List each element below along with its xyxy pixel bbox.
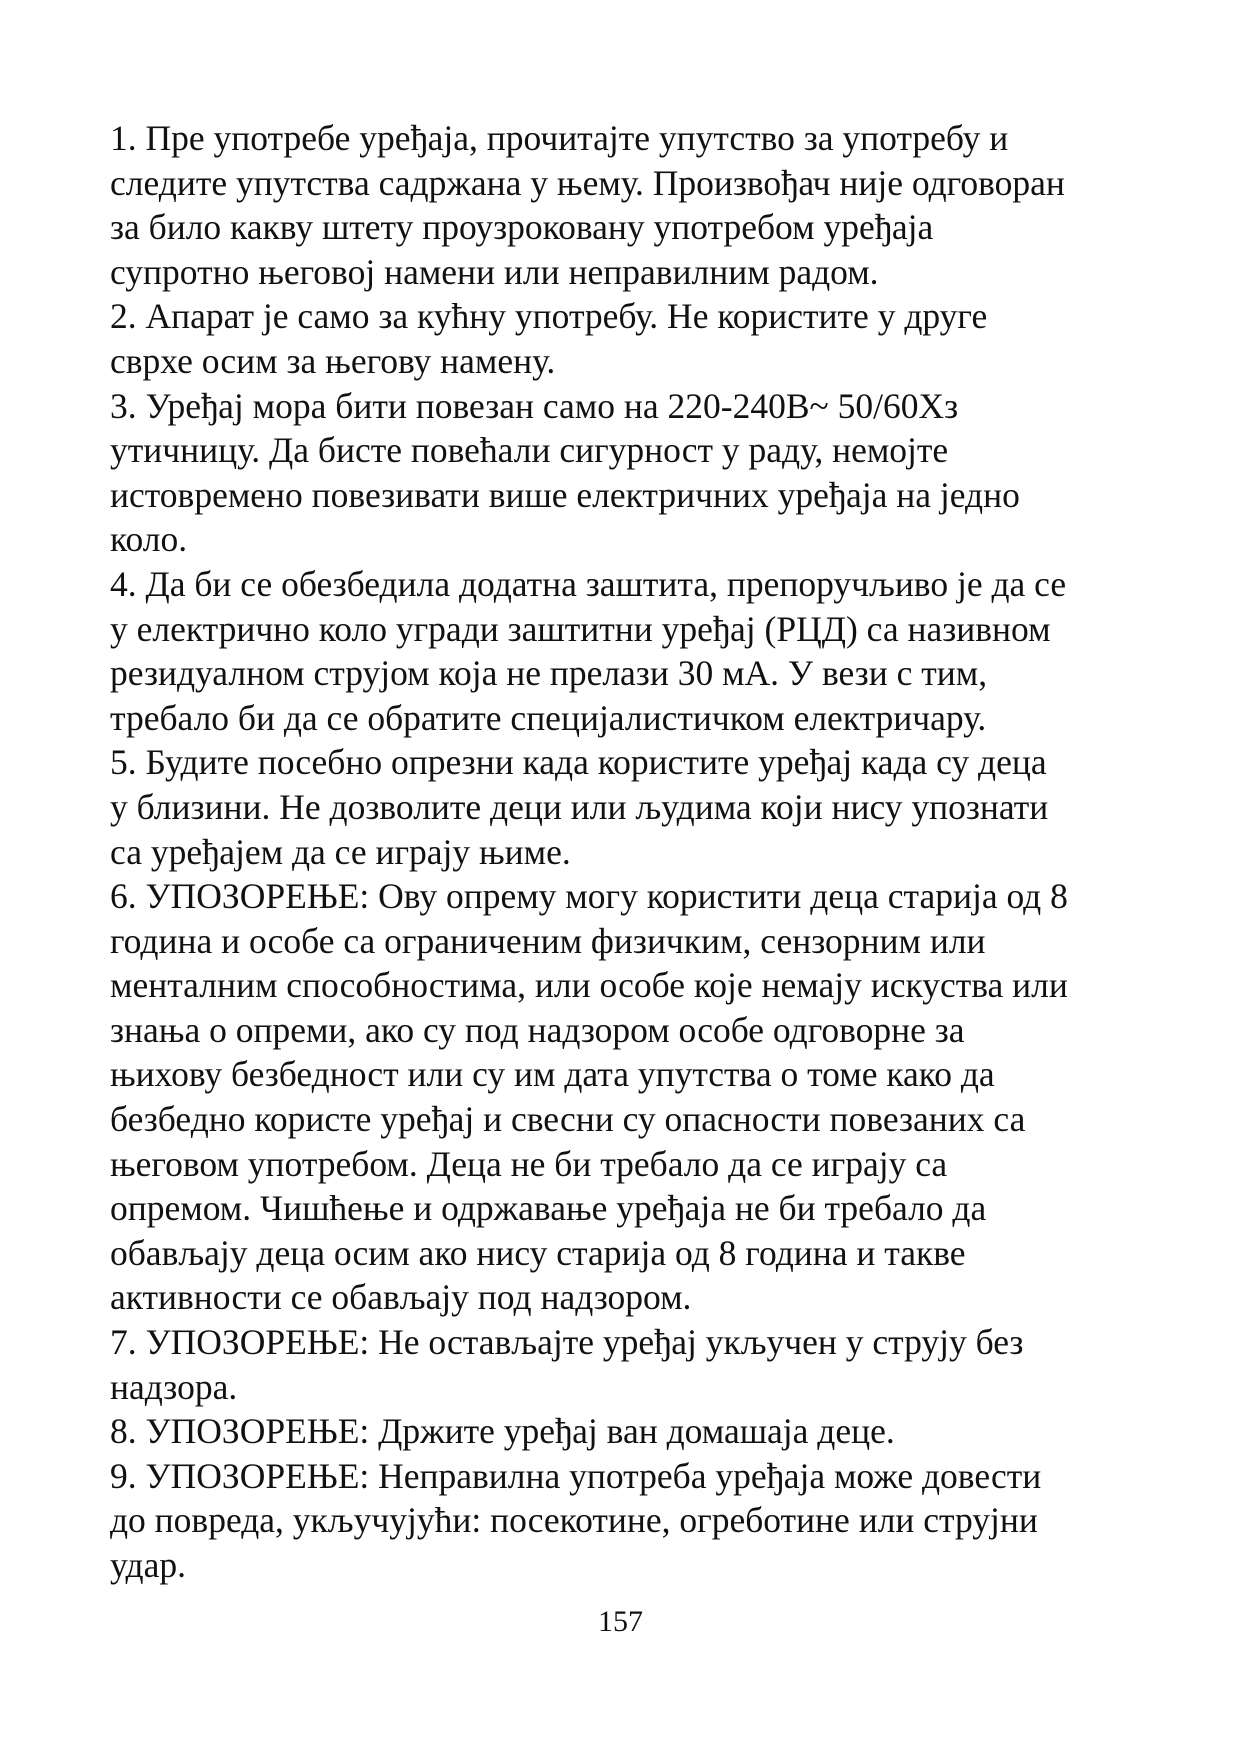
text-line: резидуалном струјом која не прелази 30 мА. У вези с тим, (110, 653, 988, 694)
text-line: активности се обављају под надзором. (110, 1277, 692, 1318)
text-line: истовремено повезивати више електричних уређаја на једно (110, 474, 1020, 515)
text-line: следите упутства садржана у њему. Произвођач није одговоран (110, 162, 1065, 203)
text-line: 3. Уређај мора бити повезан само на 220-240В~ 50/60Хз (110, 385, 959, 426)
text-line: до повреда, укључујући: посекотине, огреботине или струјни (110, 1500, 1038, 1541)
text-line: коло. (110, 519, 188, 560)
text-line: требало би да се обратите специјалистичком електричару. (110, 697, 987, 738)
text-line: опремом. Чишћење и одржавање уређаја не би требало да (110, 1188, 987, 1229)
text-line: за било какву штету проузроковану употребом уређаја (110, 207, 934, 248)
text-line: утичницу. Да бисте повећали сигурност у раду, немојте (110, 430, 949, 471)
page-number: 157 (598, 1605, 643, 1638)
instructions-text (110, 116, 1170, 1588)
text-line: сврхе осим за његову намену. (110, 340, 556, 381)
text-line: 5. Будите посебно опрезни када користите уређај када су деца (110, 742, 1047, 783)
text-line: 1. Пре употребе уређаја, прочитајте упутство за употребу и (110, 118, 1009, 158)
text-line: безбедно користе уређај и свесни су опасности повезаних са (110, 1099, 1026, 1140)
text-line: 7. УПОЗОРЕЊЕ: Не остављајте уређај укључен у струју без (110, 1322, 1024, 1363)
text-line: обављају деца осим ако нису старија од 8 година и такве (110, 1232, 966, 1273)
text-line: супротно његовој намени или неправилним радом. (110, 251, 879, 292)
text-line: у електрично коло угради заштитни уређај (РЦД) са називном (110, 608, 1051, 649)
text-line: 2. Апарат је само за кућну употребу. Не користите у друге (110, 296, 988, 337)
text-line: удар. (110, 1545, 186, 1585)
text-line: знања о опреми, ако су под надзором особе одговорне за (110, 1009, 965, 1050)
text-line: његовом употребом. Деца не би требало да се играју са (110, 1143, 948, 1184)
text-line: менталним способностима, или особе које немају искуства или (110, 965, 1068, 1006)
text-line: надзора. (110, 1366, 238, 1407)
text-line: 6. УПОЗОРЕЊЕ: Ову опрему могу користити деца старија од 8 (110, 876, 1068, 917)
text-line: 4. Да би се обезбедила додатна заштита, препоручљиво је да се (110, 563, 1067, 604)
text-line: 8. УПОЗОРЕЊЕ: Држите уређај ван домашаја деце. (110, 1411, 895, 1452)
text-line: 9. УПОЗОРЕЊЕ: Неправилна употреба уређаја може довести (110, 1455, 1042, 1496)
text-line: њихову безбедност или су им дата упутства о томе како да (110, 1054, 995, 1095)
text-line: година и особе са ограниченим физичким, сензорним или (110, 920, 986, 961)
text-line: са уређајем да се играју њиме. (110, 831, 571, 872)
text-line: у близини. Не дозволите деци или људима који нису упознати (110, 786, 1049, 827)
